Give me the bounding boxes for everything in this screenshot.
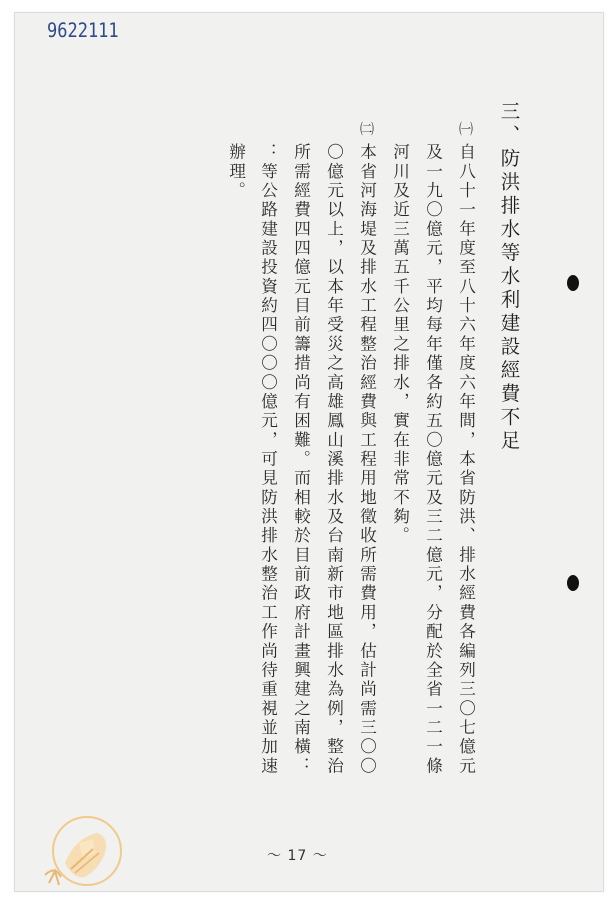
archive-watermark-logo — [35, 803, 135, 892]
text-column: 河川及近三萬五千公里之排水，實在非常不夠。 — [390, 143, 410, 546]
document-page — [14, 12, 604, 892]
punch-hole-bottom — [567, 575, 579, 591]
text-column: 所需經費四四億元目前籌措尚有困難。而相較於目前政府計畫興建之南橫： — [291, 143, 311, 776]
item-marker-2: ㈡ — [360, 122, 374, 138]
text-column: 辦理。 — [226, 143, 246, 201]
item-marker-1: ㈠ — [459, 122, 473, 138]
text-column: 及一九〇億元，平均每年僅各約五〇億元及三二億元，分配於全省一二一條 — [423, 143, 443, 776]
punch-hole-top — [567, 275, 579, 291]
text-column: 〇億元以上，以本年受災之高雄鳳山溪排水及台南新市地區排水為例，整治 — [324, 143, 344, 776]
text-column: ：等公路建設投資約四〇〇〇億元，可見防洪排水整治工作尚待重視並加速 — [258, 143, 278, 776]
text-column: 自八十一年度至八十六年度六年間，本省防洪、排水經費各編列三〇七億元 — [456, 143, 476, 776]
document-stamp-number: 9622111 — [47, 19, 119, 43]
section-heading: 三、防洪排水等水利建設經費不足 — [497, 101, 521, 454]
text-column: 本省河海堤及排水工程整治經費與工程用地徵收所需費用，估計尚需三〇〇 — [357, 143, 377, 776]
page-number: ～ 17 ～ — [267, 848, 328, 864]
